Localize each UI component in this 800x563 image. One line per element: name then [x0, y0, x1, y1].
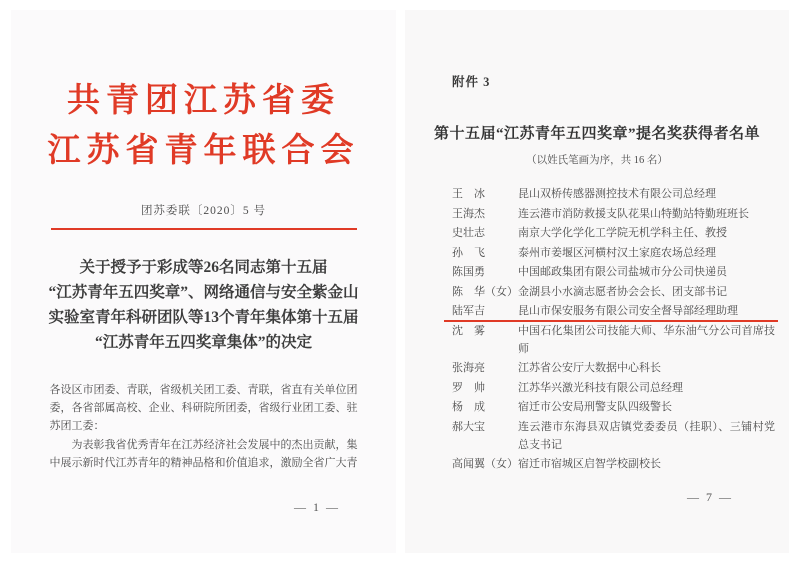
- attachment-label: 附件 3: [452, 75, 491, 89]
- nominee-name: 陈国勇: [452, 266, 485, 278]
- decision-title-line: 实验室青年科研团队等13个青年集体第十五届: [48, 309, 359, 326]
- nominee-name: 罗 帅: [452, 381, 485, 394]
- page-number-left: — 1 —: [294, 500, 340, 514]
- body-paragraph: 各设区市团委、青联，省级机关团工委、青联，省直有关单位团委，各省部属高校、企业、科研院所团委，省级行业团工委、驻苏团工委：: [49, 384, 358, 433]
- nominee-description: 泰州市姜堰区河横村汉土家庭农场总经理: [518, 246, 716, 259]
- nominee-name: 陆军吉: [452, 305, 485, 317]
- nominee-description: 昆山市保安服务有限公司安全督导部经理助理: [518, 305, 738, 317]
- nominee-row: [452, 302, 775, 320]
- decision-title-line: “江苏青年五四奖章”、网络通信与安全紫金山: [48, 284, 359, 301]
- nominee-name: 杨 成: [452, 401, 485, 413]
- nominee-name: 王海杰: [452, 207, 485, 220]
- nominee-list: [452, 185, 775, 473]
- nominee-row: [452, 359, 775, 377]
- nominee-description: 中国邮政集团有限公司盐城市分公司快递员: [518, 266, 727, 278]
- body-paragraph: 为表彰我省优秀青年在江苏经济社会发展中的杰出贡献，集中展示新时代江苏青年的精神品格和价值追求，激励全省广大青: [49, 438, 358, 469]
- nominee-row: [452, 185, 775, 203]
- nominee-description: 江苏华兴激光科技有限公司总经理: [518, 381, 683, 394]
- nominee-row: [452, 244, 775, 262]
- nominee-description: 南京大学化学化工学院无机学科主任、教授: [518, 227, 727, 239]
- nominee-row: [452, 263, 775, 281]
- nominee-name: 陈 华（女）: [452, 285, 518, 298]
- red-separator-line: [51, 228, 357, 230]
- list-subtitle: （以姓氏笔画为序，共 16 名）: [526, 155, 668, 166]
- decision-title: [11, 255, 396, 355]
- nominee-row: [452, 379, 775, 397]
- nominee-row: [452, 418, 775, 454]
- list-title: 第十五届“江苏青年五四奖章”提名奖获得者名单: [433, 126, 760, 142]
- letterhead: [11, 76, 396, 176]
- nominee-description: 连云港市消防救援支队花果山特勤站特勤班班长: [518, 207, 749, 220]
- nominee-description: 连云港市东海县双店镇党委委员（挂职）、三铺村党总支书记: [518, 420, 775, 451]
- nominee-row: [452, 322, 775, 358]
- decision-title-line: 关于授予于彩成等26名同志第十五届: [79, 259, 328, 276]
- nominee-name: 高闻翼（女）: [452, 458, 518, 470]
- letterhead-line1: 共青团江苏省委: [67, 83, 340, 119]
- page-number-right: — 7 —: [687, 490, 733, 504]
- right-page: [405, 10, 789, 553]
- left-page: [11, 10, 396, 553]
- nominee-description: 金湖县小水滴志愿者协会会长、团支部书记: [518, 285, 727, 298]
- nominee-row: [452, 224, 775, 242]
- nominee-name: 张海亮: [452, 362, 485, 374]
- nominee-description: 宿迁市宿城区启智学校副校长: [518, 458, 661, 470]
- nominee-description: 昆山双桥传感器测控技术有限公司总经理: [518, 188, 716, 200]
- nominee-description: 江苏省公安厅大数据中心科长: [518, 362, 661, 374]
- nominee-name: 孙 飞: [452, 246, 485, 259]
- document-body: [50, 381, 358, 472]
- nominee-name: 沈 雾: [452, 324, 485, 337]
- decision-title-line: “江苏青年五四奖章集体”的决定: [94, 334, 312, 351]
- nominee-row: [452, 283, 775, 301]
- letterhead-line2: 江苏省青年联合会: [47, 133, 360, 169]
- nominee-row: [452, 205, 775, 223]
- document-number: 团苏委联〔2020〕5 号: [140, 205, 267, 217]
- nominee-name: 郝大宝: [452, 420, 485, 433]
- nominee-name: 王 冰: [452, 188, 485, 200]
- nominee-row: [452, 398, 775, 416]
- nominee-name: 史壮志: [452, 227, 485, 239]
- nominee-row: [452, 455, 775, 473]
- nominee-description: 宿迁市公安局刑警支队四级警长: [518, 401, 672, 413]
- nominee-description: 中国石化集团公司技能大师、华东油气分公司首席技师: [518, 324, 775, 355]
